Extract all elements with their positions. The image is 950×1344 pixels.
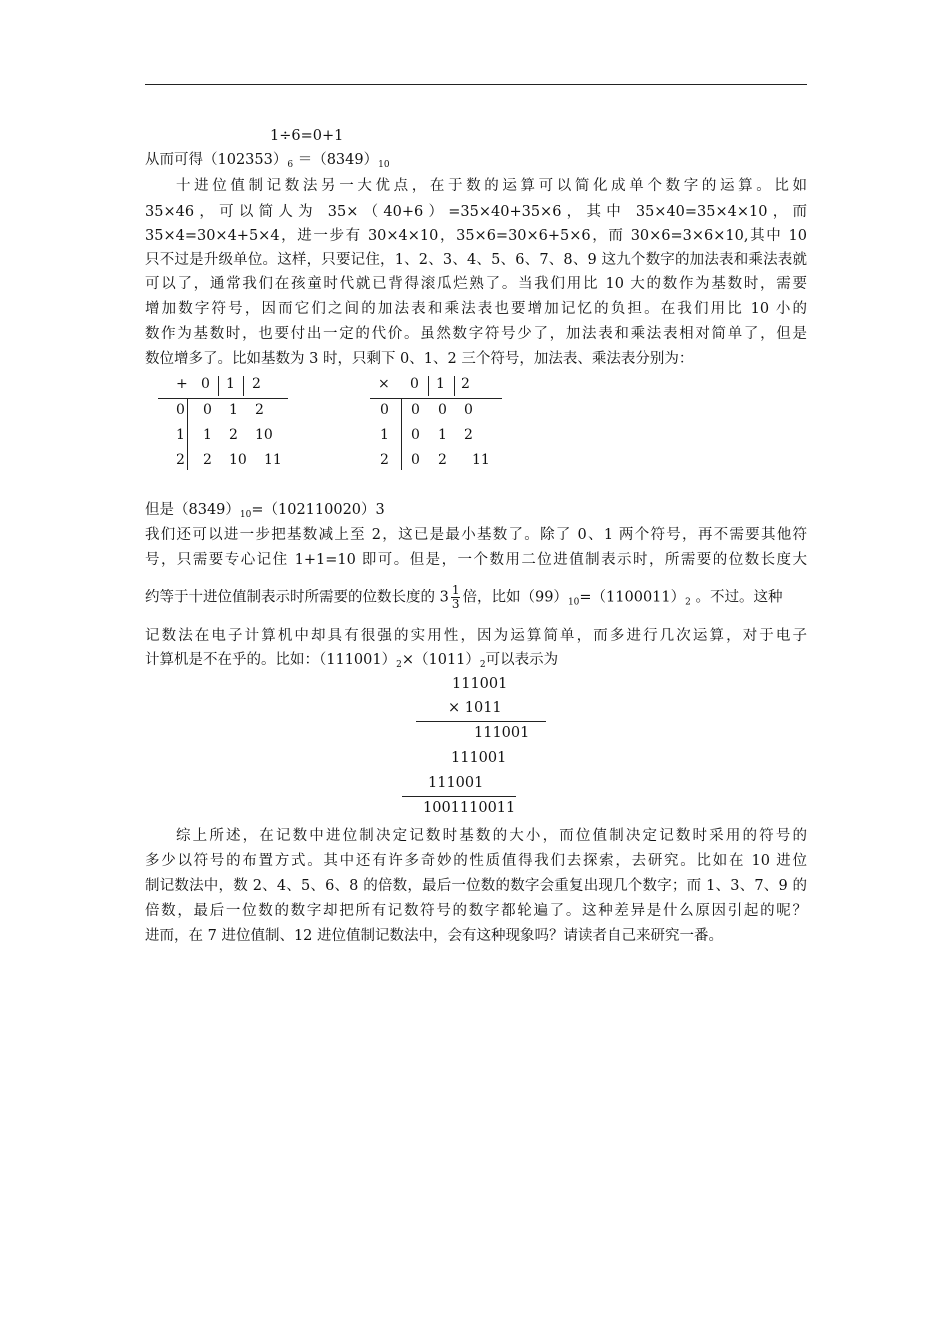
table-header-cell: 2 xyxy=(461,376,470,392)
table-header-cell: 0 xyxy=(201,376,210,392)
table-cell: 11 xyxy=(264,452,282,468)
table-row-label: 2 xyxy=(380,452,389,468)
table-header-cell: 0 xyxy=(410,376,419,392)
paragraph-line: 数位增多了。比如基数为 3 时，只剩下 0、1、2 三个符号，加法表、乘法表分别为： xyxy=(145,351,694,367)
table-row-label: 1 xyxy=(380,427,389,443)
paragraph-line: 综上所述，在记数中进位制决定记数时基数的大小，而位值制决定记数时采用的符号的 xyxy=(176,828,807,844)
table-cell: 2 xyxy=(203,452,212,468)
paragraph-line: 号，只需要专心记住 1+1=10 即可。但是，一个数用二位进值制表示时，所需要的位数长度大 xyxy=(145,552,807,568)
table-cell: 0 xyxy=(411,402,420,418)
paragraph-line: 35×4=30×4+5×4，进一步有 30×4×10，35×6=30×6+5×6，而 30×6=3×6×10,其中 10 xyxy=(145,228,807,244)
table-cell: 1 xyxy=(229,402,238,418)
table-row-label: 0 xyxy=(380,402,389,418)
paragraph-line: 可以了，通常我们在孩童时代就已背得滚瓜烂熟了。当我们用比 10 大的数作为基数时，需要 xyxy=(145,276,807,292)
text-line: 但是$(8349)_{10}=(102110020)3$ xyxy=(145,502,385,520)
multiplier: × 1011 xyxy=(448,700,502,716)
table-row-label: 0 xyxy=(176,402,185,418)
table-cell: 1 xyxy=(203,427,212,443)
paragraph-line: 数作为基数时，也要付出一定的代价。虽然数字符号少了，加法表和乘法表相对简单了，但是 xyxy=(145,326,807,342)
table-cell: 0 xyxy=(203,402,212,418)
table-row-divider xyxy=(401,398,402,470)
product-result: 1001110011 xyxy=(423,800,516,816)
text-line: 从而可得$(102353)_6 =(8349)_{10}$ xyxy=(145,152,390,170)
header-rule xyxy=(145,84,807,85)
sum-rule xyxy=(402,796,516,797)
paragraph-line: 进而，在 7 进位值制、12 进位值制记数法中，会有这种现象吗？请读者自己来研究一番。 xyxy=(145,928,723,944)
table-cell: 0 xyxy=(438,402,447,418)
table-cell: 0 xyxy=(411,452,420,468)
table-cell: 2 xyxy=(255,402,264,418)
paragraph-line: 倍数，最后一位数的数字却把所有记数符号的数字都轮遍了。这种差异是什么原因引起的呢？ xyxy=(145,903,807,919)
table-divider xyxy=(454,376,455,396)
table-divider xyxy=(218,376,219,396)
paragraph-line: 记数法在电子计算机中却具有很强的实用性，因为运算简单，而多进行几次运算，对于电子 xyxy=(145,628,807,644)
table-cell: 1 xyxy=(438,427,447,443)
paragraph-line: 约等于十进位值制表示时所需要的位数长度的 3 $\frac{1}{3}$ 倍，比如$(99)_{10}=(1100011)_2$ 。不过。这种 xyxy=(145,583,783,611)
partial-product: 111001 xyxy=(451,750,507,766)
partial-product: 111001 xyxy=(428,775,484,791)
table-cell: 2 xyxy=(464,427,473,443)
table-row-divider xyxy=(187,398,188,470)
table-op: × xyxy=(378,376,390,392)
table-header-cell: 2 xyxy=(252,376,261,392)
table-row-label: 2 xyxy=(176,452,185,468)
table-header-rule xyxy=(370,398,502,399)
table-header-cell: 1 xyxy=(436,376,445,392)
paragraph-line: 计算机是不在乎的。比如：$(111001)_2\times(1011)_2$可以表示为 xyxy=(145,652,559,670)
paragraph-line: 我们还可以进一步把基数减上至 2，这已是最小基数了。除了 0、1 两个符号，再不需要其他符 xyxy=(145,527,807,543)
partial-product: 111001 xyxy=(474,725,530,741)
table-op: + xyxy=(176,376,188,392)
table-cell: 11 xyxy=(472,452,490,468)
paragraph-line: 增加数字符号，因而它们之间的加法表和乘法表也要增加记忆的负担。在我们用比 10 小的 xyxy=(145,301,807,317)
table-cell: 2 xyxy=(229,427,238,443)
paragraph-line: 十进位值制记数法另一大优点，在于数的运算可以简化成单个数字的运算。比如 xyxy=(176,178,807,194)
fraction: $\frac{1}{3}$ xyxy=(451,583,460,611)
paragraph-line: 35×46，可以简人为 35×（40+6）=35×40+35×6，其中 35×40=35×4×10，而 xyxy=(145,204,807,220)
paragraph-line: 只不过是升级单位。这样，只要记住，1、2、3、4、5、6、7、8、9 这九个数字的加法表和乘法表就 xyxy=(145,252,807,268)
table-cell: 0 xyxy=(411,427,420,443)
table-divider xyxy=(428,376,429,396)
table-cell: 10 xyxy=(255,427,273,443)
table-row-label: 1 xyxy=(176,427,185,443)
multiply-rule xyxy=(416,721,546,722)
paragraph-line: 制记数法中，数 2、4、5、6、8 的倍数，最后一位数的数字会重复出现几个数字；而 1、3、7、9 的 xyxy=(145,878,807,894)
text-line: 1÷6=0+1 xyxy=(270,128,344,144)
table-cell: 10 xyxy=(229,452,247,468)
table-cell: 2 xyxy=(438,452,447,468)
paragraph-line: 多少以符号的布置方式。其中还有许多奇妙的性质值得我们去探索，去研究。比如在 10 进位 xyxy=(145,853,807,869)
table-header-cell: 1 xyxy=(226,376,235,392)
table-divider xyxy=(243,376,244,396)
table-header-rule xyxy=(158,398,288,399)
table-cell: 0 xyxy=(464,402,473,418)
multiplicand: 111001 xyxy=(452,676,508,692)
